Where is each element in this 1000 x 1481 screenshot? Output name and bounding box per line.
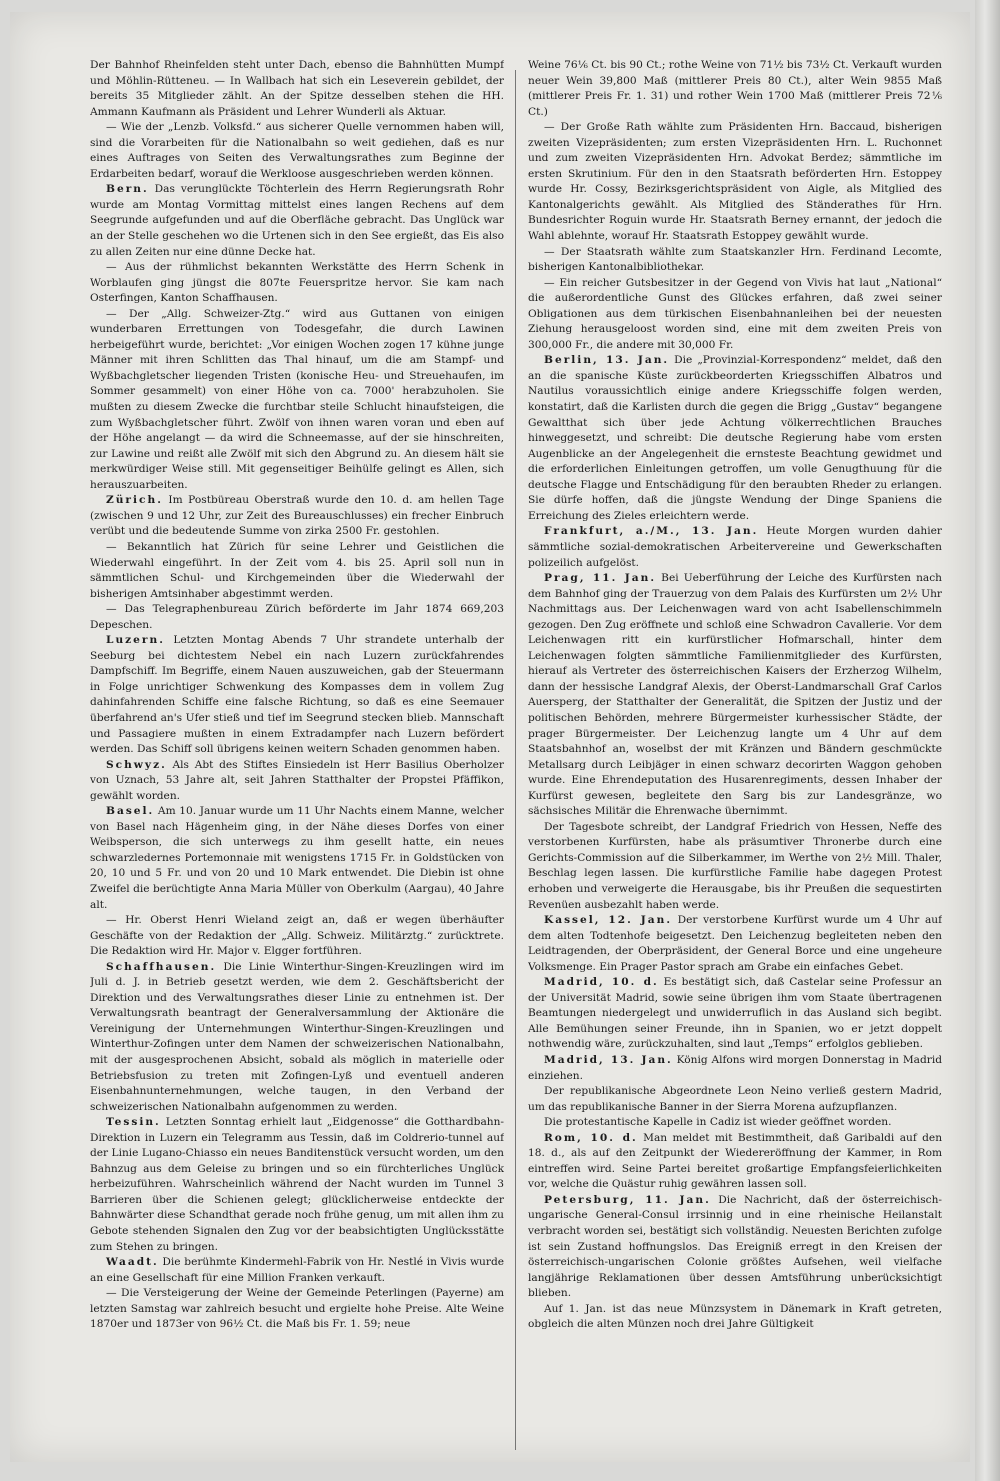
dateline: Madrid, 13. Jan. bbox=[544, 1054, 673, 1066]
paragraph-text: Der Tagesbote schreibt, der Landgraf Friedrich von Hessen, Neffe des verstorbenen Kurfürsten, habe als präsumtiver Thronerbe durch eine Gerichts-Commission auf die Silberkammer, im Werthe von 2½ Mill. Thaler, Beschlag legen lassen. Die kurfürstliche Familie habe dagegen Protest erhoben und verweigerte die Herausgabe, bis ihr Preußen die sequestirten Revenüen ausbezahlt haben werde. bbox=[528, 820, 942, 911]
article-paragraph bbox=[528, 1053, 942, 1084]
dateline: Frankfurt, a./M., 13. Jan. bbox=[544, 525, 759, 538]
article-paragraph bbox=[528, 353, 942, 524]
dateline: Madrid, 10. d. bbox=[544, 976, 659, 989]
article-paragraph bbox=[90, 602, 504, 633]
article-paragraph bbox=[90, 1255, 504, 1286]
paragraph-text: — Wie der „Lenzb. Volksfd.“ aus sicherer Quelle vernommen haben will, sind die Vorarbeiten für die Nationalbahn so weit gediehen, daß es nur eines Auftrages von Seiten des Verwaltungsrathes zum Beginne der Erdarbeiten bedarf, worauf die Werkloose ausgeschrieben werden können. bbox=[90, 121, 504, 180]
article-paragraph bbox=[528, 524, 942, 571]
article-paragraph bbox=[528, 1131, 942, 1193]
dateline: Berlin, 13. Jan. bbox=[544, 354, 670, 367]
paragraph-text: — Der Große Rath wählte zum Präsidenten Hrn. Baccaud, bisherigen zweiten Vizepräsidenten; zum ersten Vizepräsidenten Hrn. L. Ruchonnet und zum zweiten Vizepräsidenten Hrn. Advokat Berdez; sämmtliche im ersten Skrutinium. Für den in den Staatsrath beförderten Hrn. Estoppey wurde Hr. Cossy, Bezirksgerichtspräsident von Aigle, als Mitglied des Kantonalgerichts gewählt. Als Mitglied des Ständerathes für Hrn. Bundesrichter Roguin wurde Hr. Staatsrath Berney ernannt, der jedoch die Wahl ablehnte, worauf Hr. Staatsrath Estoppey gewählt wurde. bbox=[528, 121, 942, 243]
article-paragraph bbox=[90, 182, 504, 260]
paragraph-text: — Bekanntlich hat Zürich für seine Lehrer und Geistlichen die Wiederwahl eingeführt. In der Zeit vom 4. bis 25. April soll nun in sämmtlichen Schul- und Kirchgemeinden über die Wiederwahl der bisherigen Amtsinhaber abgestimmt werden. bbox=[90, 540, 504, 600]
article-paragraph bbox=[90, 960, 504, 1115]
paragraph-text: Am 10. Januar wurde um 11 Uhr Nachts einem Manne, welcher von Basel nach Hägenheim ging, in der Nähe dieses Dorfes von einer Weibsperson, die sich unterwegs zu ihm gesellt hatte, ein neues schwarzledernes Portemonnaie mit wenigstens 1715 Fr. in Goldstücken von 20, 10 und 5 Fr. und von 20 und 10 Mark entwendet. Die Diebin ist ohne Zweifel die berüchtigte Anna Maria Müller von Oberkulm (Aargau), 40 Jahre alt. bbox=[90, 805, 504, 911]
paragraph-text: — Die Versteigerung der Weine der Gemeinde Peterlingen (Payerne) am letzten Samstag war zahlreich besucht und ergielte hohe Preise. Alte Weine 1870er und 1873er von 96½ Ct. die Maß bis Fr. 1. 59; neue bbox=[90, 1287, 504, 1331]
paragraph-text: Weine 76⅙ Ct. bis 90 Ct.; rothe Weine von 71½ bis 73½ Ct. Verkauft wurden neuer Wein 39,800 Maß (mittlerer Preis 80 Ct.), alter Wein 9855 Maß (mittlerer Preis Fr. 1. 31) und rother Wein 1700 Maß (mittlerer Preis 72⅙ Ct.) bbox=[528, 59, 942, 118]
dateline: Bern. bbox=[106, 183, 149, 196]
article-paragraph bbox=[528, 1302, 942, 1333]
right-column bbox=[528, 58, 942, 1442]
paragraph-text: Die protestantische Kapelle in Cadiz ist wieder geöffnet worden. bbox=[544, 1116, 892, 1129]
dateline: Waadt. bbox=[106, 1256, 159, 1269]
article-paragraph bbox=[90, 58, 504, 120]
paragraph-text: — Hr. Oberst Henri Wieland zeigt an, daß er wegen überhäufter Geschäfte von der Redaktion der „Allg. Schweiz. Militärztg.“ zurücktrete. Die Redaktion wird Hr. Major v. Elgger fortführen. bbox=[90, 914, 504, 958]
paragraph-text: Heute Morgen wurden dahier sämmtliche sozial-demokratischen Arbeitervereine und Gewerkschaften polizeilich aufgelöst. bbox=[528, 525, 942, 569]
paragraph-text: Letzten Sonntag erhielt laut „Eidgenosse“ die Gotthardbahn-Direktion in Luzern ein Telegramm aus Tessin, daß im Coldrerio-tunnel auf der Linie Lugano-Chiasso ein neues Banditenstück versucht worden, um den Bahnzug aus dem Geleise zu bringen und so ein fürchterliches Unglück herbeizuführen. Wahrscheinlich während der Nacht wurden im Tunnel 3 Barrieren über die Schienen gelegt; glücklicherweise entdeckte der Bahnwärter diese Schandthat gerade noch frühe genug, um mit allen ihm zu Gebote stehenden Signalen den Zug vor der beabsichtigten Unglücksstätte zum Stehen zu bringen. bbox=[90, 1116, 504, 1253]
article-paragraph bbox=[528, 1084, 942, 1115]
paragraph-text: Das verunglückte Töchterlein des Herrn Regierungsrath Rohr wurde am Montag Vormittag mittelst eines langen Rechens auf dem Seegrunde aufgefunden und auf die Oberfläche gebracht. Das Unglück war an der Stelle geschehen wo die Urtenen sich in den See ergießt, das Eis also zu allen Zeiten nur eine dünne Decke hat. bbox=[90, 183, 504, 258]
article-paragraph bbox=[528, 245, 942, 276]
article-paragraph bbox=[90, 913, 504, 960]
article-paragraph bbox=[90, 307, 504, 494]
article-paragraph bbox=[528, 120, 942, 244]
newspaper-page bbox=[10, 12, 970, 1462]
dateline: Prag, 11. Jan. bbox=[544, 572, 657, 585]
dateline: Luzern. bbox=[106, 634, 165, 647]
paragraph-text: — Der Staatsrath wählte zum Staatskanzler Hrn. Ferdinand Lecomte, bisherigen Kantonalbibliothekar. bbox=[528, 245, 942, 274]
paragraph-text: König Alfons wird morgen Donnerstag in Madrid einziehen. bbox=[528, 1054, 942, 1082]
paragraph-text: Die Linie Winterthur-Singen-Kreuzlingen wird im Juli d. J. in Betrieb gesetzt werden, wie dem 2. Geschäftsbericht der Direktion und des Verwaltungsrathes dieser Linie zu entnehmen ist. Der Verwaltungsrath beantragt der Generalversammlung der Aktionäre die Vereinigung der Unternehmungen Winterthur-Singen-Kreuzlingen und Winterthur-Zofingen unter dem Namen der schweizerischen Nationalbahn, mit der ausgesprochenen Absicht, sobald als möglich in materielle oder Betriebsfusion zu treten mit Zofingen-Lyß und eventuell anderen Eisenbahnunternehmungen, welche taugen, in den Verband der schweizerischen Nationalbahn aufgenommen zu werden. bbox=[90, 960, 504, 1113]
dateline: Schaffhausen. bbox=[106, 960, 217, 973]
paragraph-text: Die Nachricht, daß der österreichisch-ungarische General-Consul irrsinnig und in eine rheinische Heilanstalt verbracht worden sei, bestätigt sich vollständig. Neuesten Berichten zufolge ist sein Zustand hoffnungslos. Das Ereigniß erregt in den Kreisen der österreichisch-ungarischen Colonie größtes Aufsehen, weil vielfache langjährige Reklamationen über dessen Amtsführung unberücksichtigt blieben. bbox=[528, 1193, 942, 1300]
column-divider bbox=[515, 70, 516, 1450]
paragraph-text: — Ein reicher Gutsbesitzer in der Gegend von Vivis hat laut „National“ die außerordentliche Gunst des Glückes erfahren, daß zwei seiner Obligationen aus dem türkischen Eisenbahnanleihen bei der neuesten Ziehung herausgeloost worden sind, eine mit dem zweiten Preis von 300,000 Fr., die andere mit 30,000 Fr. bbox=[528, 276, 942, 351]
dateline: Zürich. bbox=[106, 494, 163, 507]
paragraph-text: — Aus der rühmlichst bekannten Werkstätte des Herrn Schenk in Worblaufen ging jüngst die 807te Feuerspritze hervor. Sie kam nach Osterfingen, Kanton Schaffhausen. bbox=[90, 261, 504, 305]
dateline: Rom, 10. d. bbox=[544, 1131, 638, 1144]
paragraph-text: Letzten Montag Abends 7 Uhr strandete unterhalb der Seeburg bei dichtestem Nebel ein nach Luzern zurückfahrendes Dampfschiff. Im Begriffe, einem Nauen auszuweichen, gab der Steuermann in Folge unrichtiger Schwenkung des Kompasses dem in vollem Zug dahinfahrenden Schiffe eine falsche Richtung, so daß es eine Seemauer überfahrend an's Ufer stieß und tief im Seegrund stecken blieb. Mannschaft und Passagiere mußten in einem Extradampfer nach Luzern befördert werden. Das Schiff soll übrigens keinen weitern Schaden genommen haben. bbox=[90, 634, 504, 756]
article-paragraph bbox=[528, 1193, 942, 1302]
paragraph-text: Im Postbüreau Oberstraß wurde den 10. d. am hellen Tage (zwischen 9 und 12 Uhr, zur Zeit des Bureauschlusses) ein frecher Einbruch verübt und die bedeutende Summe von zirka 2500 Fr. gestohlen. bbox=[90, 494, 504, 538]
dateline: Kassel, 12. Jan. bbox=[544, 914, 673, 927]
article-paragraph bbox=[90, 120, 504, 182]
paragraph-text: Als Abt des Stiftes Einsiedeln ist Herr Basilius Oberholzer von Uznach, 53 Jahre alt, seit Jahren Statthalter der Propstei Pfäffikon, gewählt worden. bbox=[90, 758, 504, 802]
paragraph-text: Der verstorbene Kurfürst wurde um 4 Uhr auf dem alten Todtenhofe beigesetzt. Den Leichenzug begleiteten neben den Leidtragenden, der Oberpräsident, der General Borce und eine ungeheure Volksmenge. Ein Prager Pastor sprach am Grabe ein einfaches Gebet. bbox=[528, 914, 942, 973]
paragraph-text: Es bestätigt sich, daß Castelar seine Professur an der Universität Madrid, sowie seine übrigen ihm vom Staate übertragenen Beamtungen niedergelegt und unwiderruflich in das Ausland sich begibt. Alle Bemühungen seiner Freunde, ihn in Spanien, wo er jetzt doppelt nothwendig wäre, zurückzuhalten, sind laut „Temps“ erfolglos geblieben. bbox=[528, 976, 942, 1051]
article-paragraph bbox=[90, 1115, 504, 1255]
paragraph-text: Man meldet mit Bestimmtheit, daß Garibaldi auf den 18. d., als auf den Zeitpunkt der Wiedereröffnung der Kammer, in Rom eintreffen wird. Seine Partei bereitet großartige Empfangsfeierlichkeiten vor, welche die Quästur ruhig gewähren lassen soll. bbox=[528, 1131, 942, 1191]
dateline: Basel. bbox=[106, 805, 155, 818]
article-paragraph bbox=[90, 633, 504, 757]
article-paragraph bbox=[90, 260, 504, 307]
article-paragraph bbox=[90, 1286, 504, 1333]
paragraph-text: Der Bahnhof Rheinfelden steht unter Dach, ebenso die Bahnhütten Mumpf und Möhlin-Rütteneu. — In Wallbach hat sich ein Leseverein gebildet, der bereits 35 Mitglieder zählt. An der Spitze desselben stehen die HH. Ammann Kaufmann als Präsident und Lehrer Wunderli als Aktuar. bbox=[90, 59, 504, 118]
left-column bbox=[90, 58, 504, 1442]
article-paragraph bbox=[528, 820, 942, 913]
article-paragraph bbox=[528, 276, 942, 354]
article-paragraph bbox=[528, 975, 942, 1053]
article-paragraph bbox=[90, 804, 504, 913]
dateline: Schwyz. bbox=[106, 758, 167, 771]
paragraph-text: Die berühmte Kindermehl-Fabrik von Hr. Nestlé in Vivis wurde an eine Gesellschaft für eine Million Franken verkauft. bbox=[90, 1256, 504, 1284]
article-paragraph bbox=[90, 758, 504, 805]
article-paragraph bbox=[528, 913, 942, 975]
paragraph-text: Auf 1. Jan. ist das neue Münzsystem in Dänemark in Kraft getreten, obgleich die alten Münzen noch drei Jahre Gültigkeit bbox=[528, 1302, 942, 1331]
paragraph-text: — Der „Allg. Schweizer-Ztg.“ wird aus Guttanen von einigen wunderbaren Errettungen von Todesgefahr, die durch Lawinen herbeigeführt wurde, berichtet: „Vor einigen Wochen zogen 17 kühne junge Männer mit ihren Schlitten das Thal hinauf, um die am Stampf- und Wyßbachgletscher liegenden Tristen (konische Heu- und Streuehaufen, im Sommer gesammelt) von einer Höhe von ca. 7000' herabzuholen. Sie mußten zu diesem Zwecke die furchtbar steile Schlucht hinaufsteigen, die zum Wyßbachgletscher führt. Zwölf von ihnen waren voran und eben auf der Höhe angelangt — da wird die Schneemasse, auf der sie hinschreiten, zur Lawine und reißt alle Zwölf mit sich den Abgrund zu. An diesem hält sie merkwürdiger Weise still. Mit gegenseitiger Beihülfe gelingt es Allen, sich herauszuarbeiten. bbox=[90, 307, 504, 491]
article-paragraph bbox=[90, 540, 504, 602]
paragraph-text: Die „Provinzial-Korrespondenz“ meldet, daß den an die spanische Küste zurückbeorderten Kriegsschiffen Albatros und Nautilus voraussichtlich einige andere Kriegsschiffe folgen werden, konstatirt, daß die Karlisten durch die gegen die Brigg „Gustav“ begangene Gewaltthat sich über jede Achtung völkerrechtlichen Brauches hinweggesetzt, und schreibt: Die deutsche Regierung habe vom ersten Augenblicke an der Angelegenheit die ernsteste Beachtung gewidmet und die erforderlichen Einleitungen getroffen, um volle Genugthuung für die deutsche Flagge und Entschädigung für den beraubten Rheder zu erlangen. Sie dürfe hoffen, daß die jüngste Wendung der Dinge Spaniens die Erreichung des Zieles erleichtern werde. bbox=[528, 354, 942, 522]
dateline: Petersburg, 11. Jan. bbox=[544, 1193, 711, 1206]
paragraph-text: Bei Ueberführung der Leiche des Kurfürsten nach dem Bahnhof ging der Trauerzug von dem Palais des Kurfürsten um 2½ Uhr Nachmittags aus. Der Leichenwagen ward von acht Isabellenschimmeln gezogen. Den Zug eröffnete und schloß eine Schwadron Cavallerie. Vor dem Leichenwagen ritt ein kurfürstlicher Hofmarschall, hinter dem Leichenwagen folgten sämmtliche Familienmitglieder des Kurfürsten, hierauf als Vertreter des österreichischen Kaisers der Erzherzog Wilhelm, dann der hessische Landgraf Alexis, der Oberst-Landmarschall Graf Carlos Auersperg, der Statthalter der Generalität, die Spitzen der Justiz und der politischen Behörden, mehrere Bürgermeister kurhessischer Städte, der prager Bürgermeister. Der Leichenzug langte um 4 Uhr auf dem Staatsbahnhof an, woselbst der mit Kränzen und Bändern geschmückte Metallsarg durch Leibjäger in einen schwarz decorirten Waggon gehoben wurde. Eine Ehrendeputation des Husarenregiments, dessen Inhaber der Kurfürst gewesen, begleitete den Sarg bis zur Landesgränze, wo sächsisches Militär die Ehrenwache übernimmt. bbox=[528, 572, 942, 818]
article-paragraph bbox=[528, 58, 942, 120]
paragraph-text: — Das Telegraphenbureau Zürich beförderte im Jahr 1874 669,203 Depeschen. bbox=[90, 603, 504, 631]
page-edge bbox=[975, 0, 1000, 1481]
article-paragraph bbox=[528, 571, 942, 820]
article-paragraph bbox=[90, 493, 504, 540]
article-paragraph bbox=[528, 1115, 942, 1131]
dateline: Tessin. bbox=[106, 1116, 161, 1129]
paragraph-text: Der republikanische Abgeordnete Leon Neino verließ gestern Madrid, um das republikanische Banner in der Sierra Morena aufzupflanzen. bbox=[528, 1085, 942, 1113]
